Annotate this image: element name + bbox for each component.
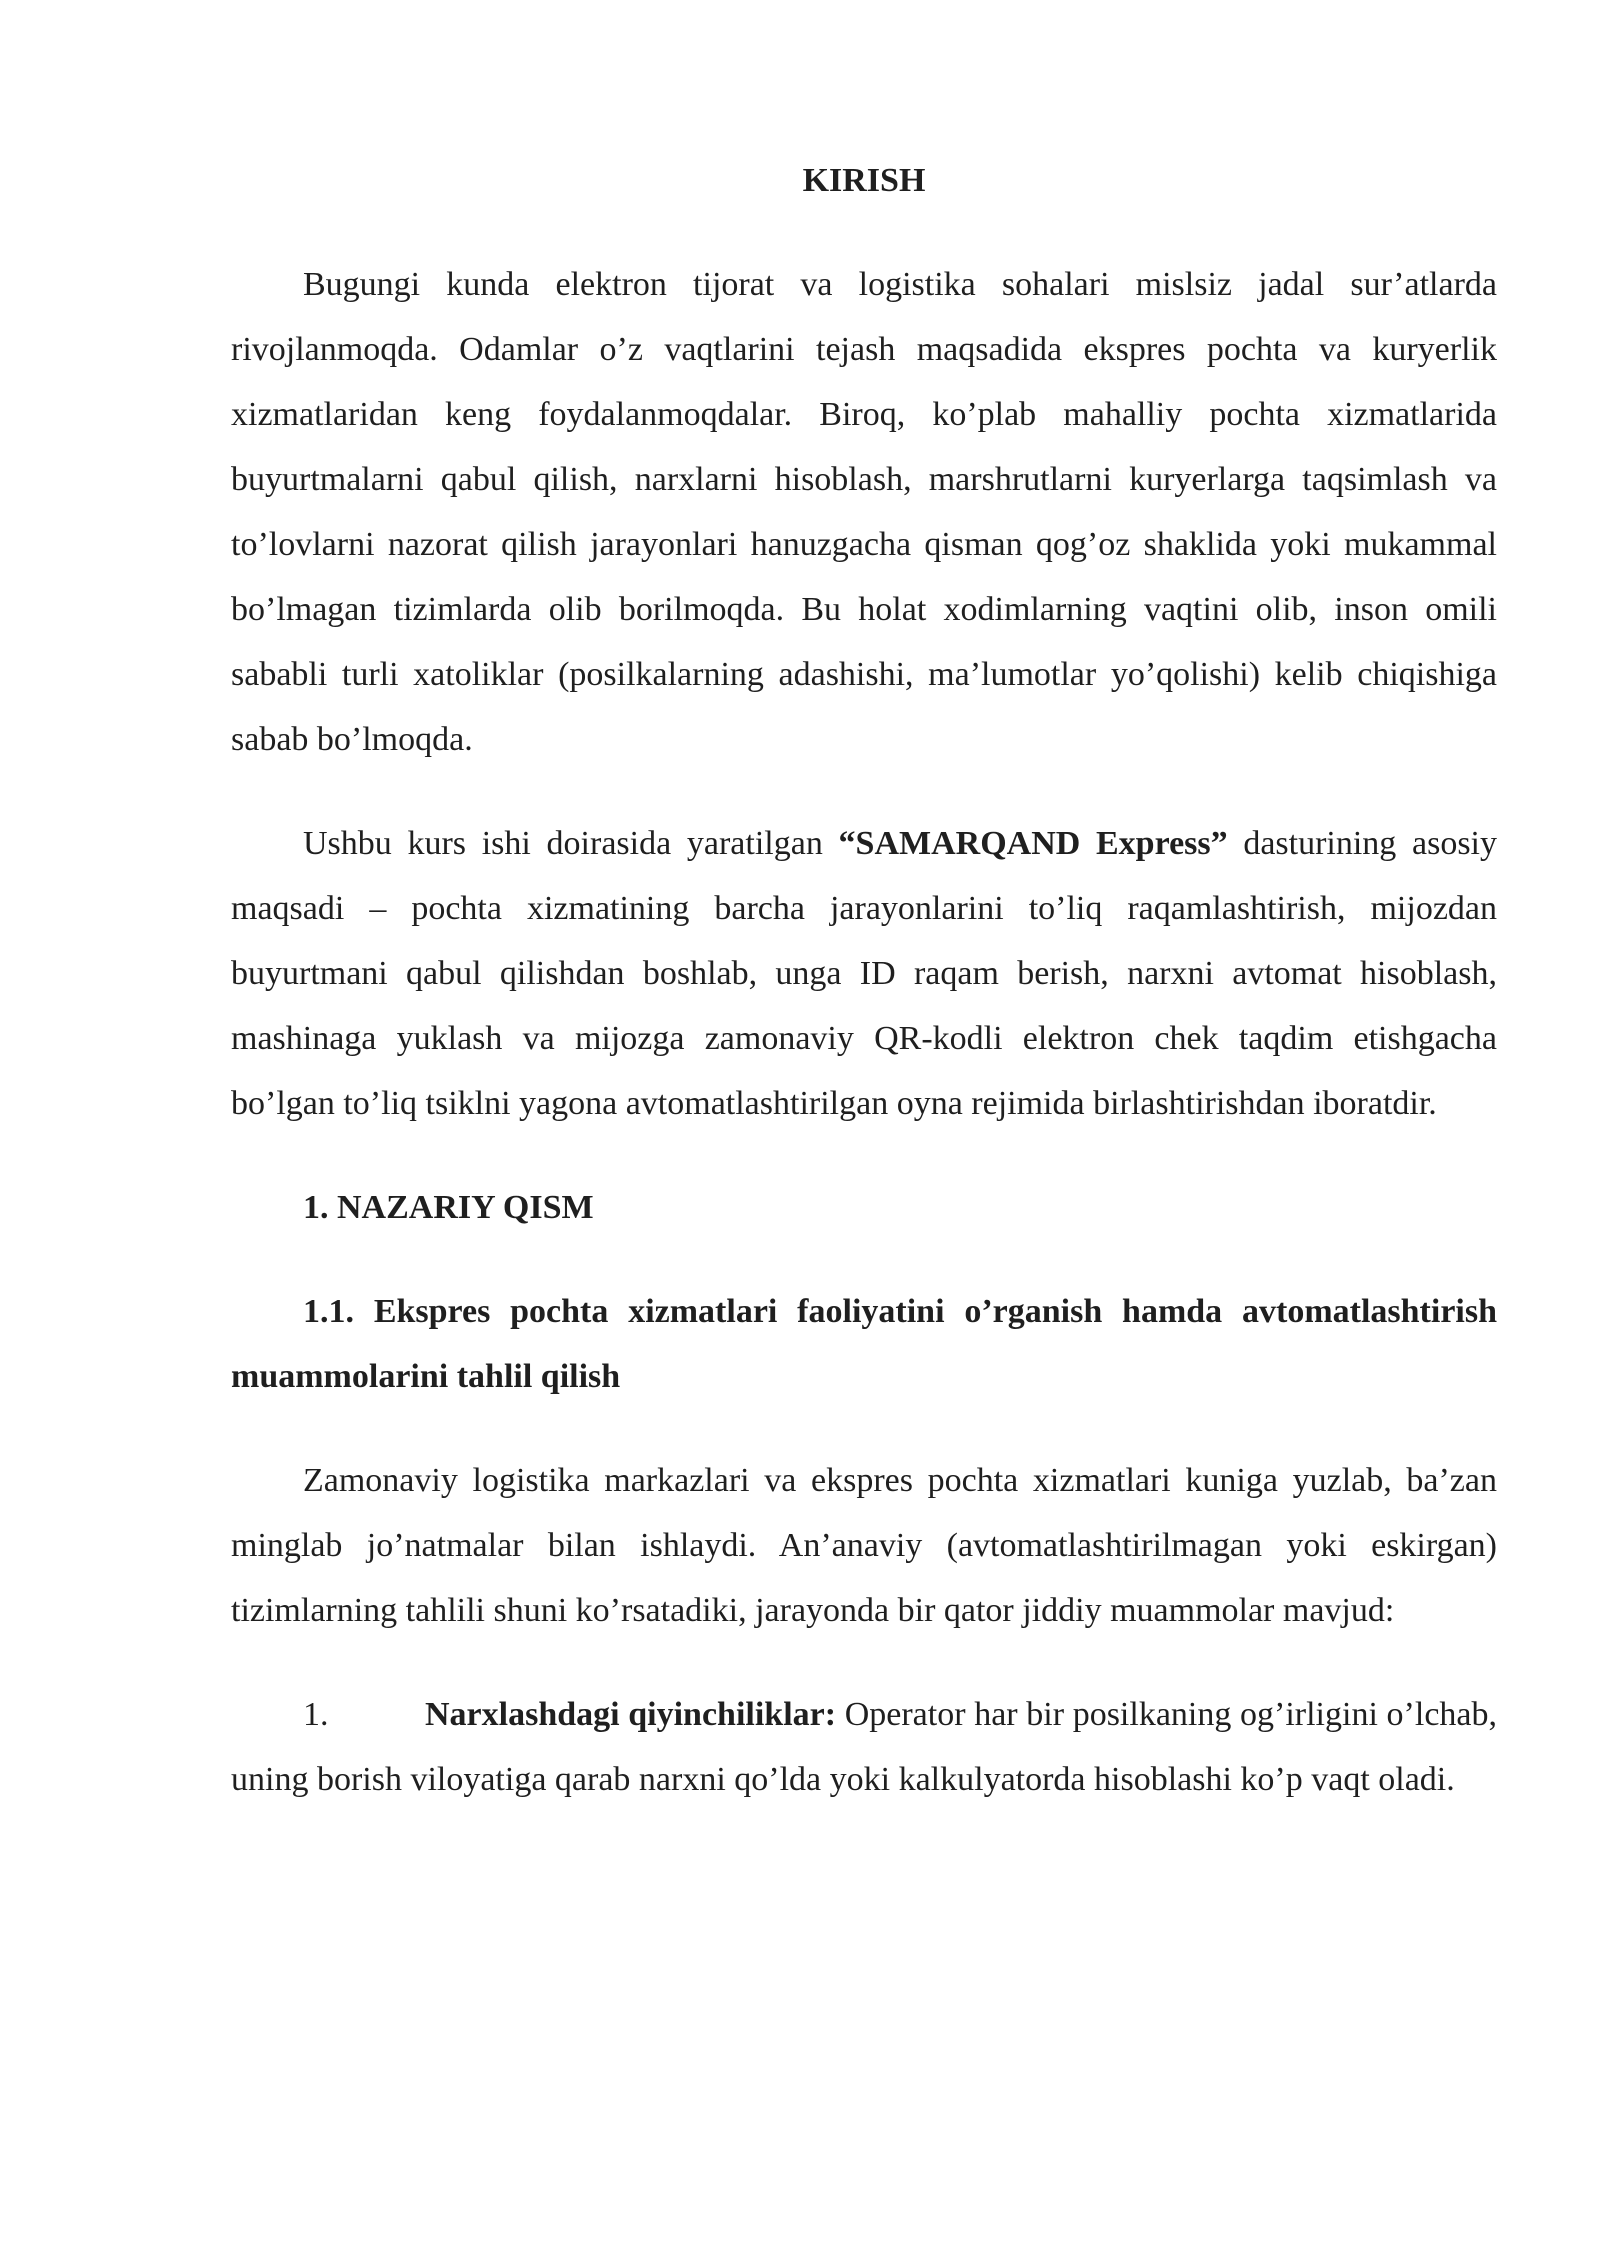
list-item-title: Narxlashdagi qiyinchiliklar:	[425, 1696, 837, 1733]
analysis-paragraph: Zamonaviy logistika markazlari va ekspres pochta xizmatlari kuniga yuzlab, ba’zan minglab jo’natmalar bilan ishlaydi. An’anaviy (avtomatlashtirilmagan yoki eskirgan) tizimlarning tahlili shuni ko’rsatadiki, jarayonda bir qator jiddiy muammolar mavjud:	[231, 1462, 1497, 1629]
purpose-text-before: Ushbu kurs ishi doirasida yaratilgan	[303, 825, 839, 862]
document-page	[231, 148, 1497, 1851]
list-item-text: Operator har bir posilkaning og’irligini o’lchab, uning borish viloyatiga qarab narxni qo’lda yoki kalkulyatorda hisoblashi ko’p vaqt oladi.	[231, 1696, 1497, 1798]
purpose-paragraph	[231, 811, 1497, 1136]
list-item	[231, 1682, 1497, 1812]
program-name: “SAMARQAND Express”	[838, 825, 1228, 862]
intro-paragraph: Bugungi kunda elektron tijorat va logistika sohalari mislsiz jadal sur’atlarda rivojlanmoqda. Odamlar o’z vaqtlarini tejash maqsadida ekspres pochta va kuryerlik xizmatlaridan keng foydalanmoqdalar. Biroq, ko’plab mahalliy pochta xizmatlarida buyurtmalarni qabul qilish, narxlarni hisoblash, marshrutlarni kuryerlarga taqsimlash va to’lovlarni nazorat qilish jarayonlari hanuzgacha qisman qog’oz shaklida yoki mukammal bo’lmagan tizimlarda olib borilmoqda. Bu holat xodimlarning vaqtini olib, inson omili sababli turli xatoliklar (posilkalarning adashishi, ma’lumotlar yo’qolishi) kelib chiqishiga sabab bo’lmoqda.	[231, 266, 1497, 758]
document-title: KIRISH	[802, 162, 926, 199]
section-heading: 1. NAZARIY QISM	[303, 1189, 594, 1226]
list-item-number: 1.	[303, 1696, 329, 1733]
subsection-heading: 1.1. Ekspres pochta xizmatlari faoliyatini o’rganish hamda avtomatlashtirish muammolarini tahlil qilish	[231, 1293, 1497, 1395]
purpose-text-after: dasturining asosiy maqsadi – pochta xizmatining barcha jarayonlarini to’liq raqamlashtirish, mijozdan buyurtmani qabul qilishdan boshlab, unga ID raqam berish, narxni avtomat hisoblash, mashinaga yuklash va mijozga zamonaviy QR-kodli elektron chek taqdim etishgacha bo’lgan to’liq tsiklni yagona avtomatlashtirilgan oyna rejimida birlashtirishdan iboratdir.	[231, 825, 1498, 1122]
